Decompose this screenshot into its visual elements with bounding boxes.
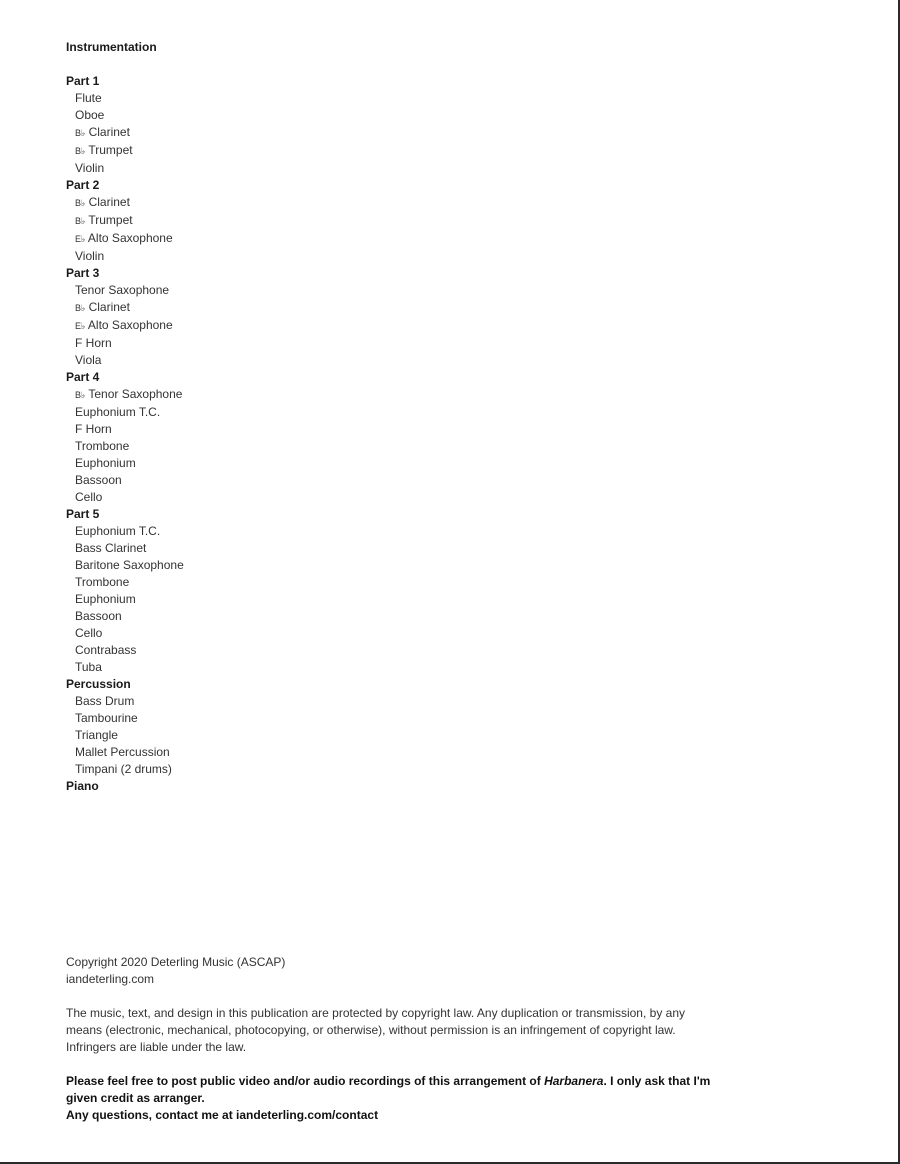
instrument-name: Mallet Percussion	[75, 745, 170, 759]
instrument-item	[66, 574, 184, 591]
instrument-name: Euphonium T.C.	[75, 524, 161, 538]
group-title: Part 4	[66, 370, 100, 384]
flat-key-prefix: E♭	[75, 234, 86, 244]
recording-permission-note	[66, 1073, 716, 1124]
instrument-item	[66, 761, 184, 778]
instrument-item	[66, 710, 184, 727]
instrument-name: Violin	[75, 161, 105, 175]
flat-key-prefix: B♭	[75, 216, 86, 226]
instrument-item	[66, 352, 184, 369]
instrument-groups	[66, 73, 184, 795]
instrument-item	[66, 438, 184, 455]
instrument-name: Cello	[75, 490, 103, 504]
group-title: Part 5	[66, 507, 100, 521]
instrument-item	[66, 160, 184, 177]
instrument-item	[66, 540, 184, 557]
instrument-item	[66, 230, 184, 248]
instrument-name: Tambourine	[75, 711, 138, 725]
instrument-name: Cello	[75, 626, 103, 640]
instrument-item	[66, 455, 184, 472]
flat-key-prefix: B♭	[75, 198, 86, 208]
instrument-name: Violin	[75, 249, 105, 263]
instrument-item	[66, 335, 184, 352]
group-title: Part 1	[66, 74, 100, 88]
instrument-item	[66, 472, 184, 489]
group-title: Percussion	[66, 677, 131, 691]
instrument-name: Tuba	[75, 660, 102, 674]
instrument-name: Clarinet	[88, 300, 130, 314]
instrument-name: Bassoon	[75, 609, 122, 623]
instrument-name: Trombone	[75, 439, 130, 453]
instrumentation-section	[66, 39, 184, 795]
instrument-name: Euphonium	[75, 592, 136, 606]
instrument-name: F Horn	[75, 422, 112, 436]
instrument-item	[66, 693, 184, 710]
instrument-item	[66, 727, 184, 744]
instrument-name: Viola	[75, 353, 102, 367]
instrument-item	[66, 744, 184, 761]
instrument-name: Tenor Saxophone	[88, 387, 183, 401]
instrument-item	[66, 642, 184, 659]
instrument-item	[66, 124, 184, 142]
instrument-item	[66, 608, 184, 625]
instrument-name: Bass Clarinet	[75, 541, 147, 555]
contact-line: Any questions, contact me at iandeterling.com/contact	[66, 1108, 379, 1122]
instrument-name: Triangle	[75, 728, 118, 742]
legal-notice: The music, text, and design in this publication are protected by copyright law. Any duplication or transmission, by any means (electronic, mechanical, photocopying, or otherwise), without permission is an infringement of copyright law. Infringers are liable under the law.	[66, 1006, 685, 1054]
instrument-name: Contrabass	[75, 643, 137, 657]
instrument-name: Bassoon	[75, 473, 122, 487]
instrument-item	[66, 659, 184, 676]
instrument-name: Flute	[75, 91, 102, 105]
instrument-item	[66, 90, 184, 107]
instrument-name: Euphonium	[75, 456, 136, 470]
flat-key-prefix: B♭	[75, 146, 86, 156]
instrument-item	[66, 107, 184, 124]
group-title: Piano	[66, 779, 99, 793]
instrument-item	[66, 591, 184, 608]
instrument-name: F Horn	[75, 336, 112, 350]
instrumentation-title: Instrumentation	[66, 40, 157, 54]
instrument-item	[66, 386, 184, 404]
instrument-name: Bass Drum	[75, 694, 135, 708]
instrument-name: Clarinet	[88, 195, 130, 209]
instrument-name: Baritone Saxophone	[75, 558, 184, 572]
flat-key-prefix: B♭	[75, 128, 86, 138]
instrument-name: Tenor Saxophone	[75, 283, 170, 297]
instrument-item	[66, 404, 184, 421]
footer	[66, 954, 746, 1124]
instrument-item	[66, 625, 184, 642]
website-line: iandeterling.com	[66, 972, 155, 986]
instrument-item	[66, 421, 184, 438]
note-text-before: Please feel free to post public video and/or audio recordings of this arrangement of	[66, 1074, 545, 1088]
instrument-item	[66, 194, 184, 212]
instrument-name: Timpani (2 drums)	[75, 762, 172, 776]
instrument-name: Oboe	[75, 108, 105, 122]
instrument-item	[66, 299, 184, 317]
flat-key-prefix: B♭	[75, 303, 86, 313]
instrument-name: Trumpet	[88, 143, 133, 157]
instrument-item	[66, 212, 184, 230]
note-piece-title: Harbanera	[544, 1074, 604, 1088]
instrument-name: Clarinet	[88, 125, 130, 139]
instrument-item	[66, 142, 184, 160]
instrument-item	[66, 557, 184, 574]
flat-key-prefix: B♭	[75, 390, 86, 400]
copyright-line: Copyright 2020 Deterling Music (ASCAP)	[66, 955, 286, 969]
group-title: Part 2	[66, 178, 100, 192]
instrument-name: Trombone	[75, 575, 130, 589]
instrument-item	[66, 282, 184, 299]
instrument-name: Trumpet	[88, 213, 133, 227]
instrument-name: Alto Saxophone	[87, 231, 173, 245]
instrument-name: Alto Saxophone	[87, 318, 173, 332]
instrument-name: Euphonium T.C.	[75, 405, 161, 419]
instrument-item	[66, 523, 184, 540]
note-text-after: . I only ask that I'm given credit as arranger.	[66, 1074, 711, 1105]
instrument-item	[66, 248, 184, 265]
group-title: Part 3	[66, 266, 100, 280]
instrument-item	[66, 317, 184, 335]
instrument-item	[66, 489, 184, 506]
flat-key-prefix: E♭	[75, 321, 86, 331]
